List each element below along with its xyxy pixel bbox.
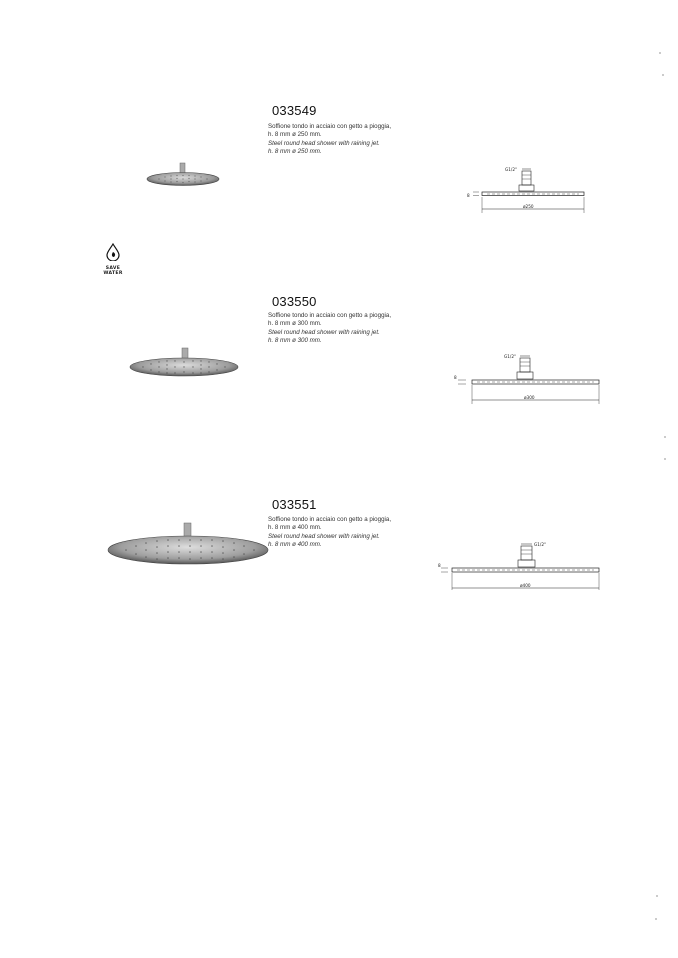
description-en-line: Steel round head shower with raining jet.: [268, 532, 380, 540]
technical-drawing: [452, 350, 612, 408]
description-en-line: h. 8 mm ø 400 mm.: [268, 541, 322, 549]
scan-speck: [655, 918, 657, 920]
water-drop-leaf-icon: [105, 243, 121, 261]
shower-head-photo: [104, 519, 276, 573]
description-en-line: h. 8 mm ø 250 mm.: [268, 148, 322, 156]
product-description: [268, 516, 391, 550]
product-description: [268, 312, 391, 346]
product-code: 033550: [272, 294, 317, 309]
technical-drawing: [465, 163, 595, 218]
diameter-label: ø400: [520, 583, 531, 588]
product-code: 033551: [272, 497, 317, 512]
scan-speck: [659, 52, 661, 54]
height-label: 8: [438, 563, 441, 568]
scan-speck: [664, 436, 666, 438]
description-it-line: Soffione tondo in acciaio con getto a pioggia,: [268, 516, 392, 523]
description-it-line: h. 8 mm ø 250 mm.: [268, 131, 322, 139]
thread-label: G1/2": [534, 542, 546, 547]
description-en-line: h. 8 mm ø 300 mm.: [268, 337, 322, 345]
description-en-line: Steel round head shower with raining jet.: [268, 328, 380, 336]
diameter-label: ø250: [523, 204, 534, 209]
thread-label: G1/2": [505, 167, 517, 172]
description-it-line: h. 8 mm ø 400 mm.: [268, 524, 322, 532]
logo-text: WATER: [103, 271, 123, 276]
description-it-line: Soffione tondo in acciaio con getto a pioggia,: [268, 123, 392, 130]
product-code: 033549: [272, 103, 317, 118]
shower-head-photo: [125, 345, 243, 381]
technical-drawing: [436, 537, 606, 593]
description-en-line: Steel round head shower with raining jet.: [268, 139, 380, 147]
scan-speck: [662, 74, 664, 76]
product-description: [268, 123, 391, 157]
thread-label: G1/2": [504, 354, 516, 359]
shower-head-photo: [145, 160, 225, 190]
scan-speck: [656, 895, 658, 897]
description-it-line: h. 8 mm ø 300 mm.: [268, 320, 322, 328]
diameter-label: ø300: [524, 395, 535, 400]
scan-speck: [664, 458, 666, 460]
description-it-line: Soffione tondo in acciaio con getto a pioggia,: [268, 312, 392, 319]
save-water-logo: [102, 243, 124, 275]
height-label: 8: [454, 375, 457, 380]
height-label: 8: [467, 193, 470, 198]
logo-text: SAVE: [105, 266, 121, 271]
